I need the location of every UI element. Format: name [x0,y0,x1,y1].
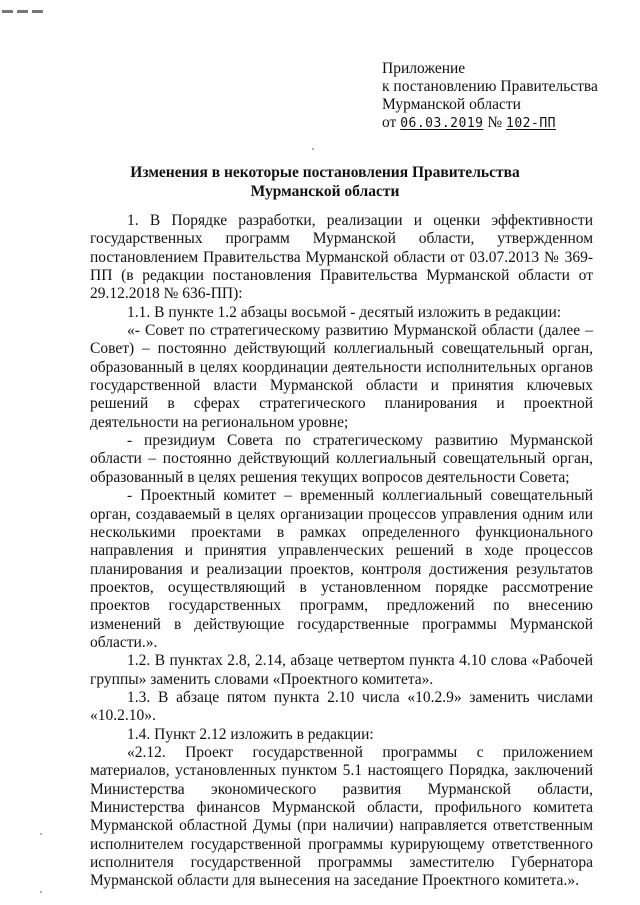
paragraph-project-committee: - Проектный комитет – временный коллегиальный совещательный орган, создаваемый в целях организации процессов управления одним или несколькими проектами в рамках определенного функционального направления и принятия управленческих решений в ходе процессов планирования и реализации проектов, контроля достижения результатов проектов, осуществляющий в установленном порядке рассмотрение проектов государственных программ, предложений по внесению изменений в действующие государственные программы Мурманской области.». [90,487,593,651]
title-line-1: Изменения в некоторые постановления Правительства [130,164,520,181]
paragraph-1-2: 1.2. В пунктах 2.8, 2.14, абзаце четвертом пункта 4.10 слова «Рабочей группы» заменить словами «Проектного комитета». [90,652,593,688]
document-body [90,212,593,891]
paragraph-1-4: 1.4. Пункт 2.12 изложить в редакции: [127,725,374,743]
scan-speck [312,148,314,150]
date-prefix: от [382,114,397,131]
scan-speck [40,833,42,835]
title-line-2: Мурманской области [250,183,400,200]
scan-speck [40,891,42,893]
paragraph-council: «- Совет по стратегическому развитию Мурманской области (далее – Совет) – постоянно действующий коллегиальный совещательный орган, образованный в целях координации деятельности исполнительных органов государственной власти Мурманской области и принятия ключевых решений в сферах стратегического планирования и проектной деятельности на региональном уровне; [90,322,593,431]
scan-edge-mark [2,0,48,4]
resolution-date: 06.03.2019 [400,116,484,131]
resolution-number: 102-ПП [506,116,556,131]
document-title [90,163,560,201]
paragraph-1-1: 1.1. В пункте 1.2 абзацы восьмой - десятый изложить в редакции: [127,303,562,321]
appendix-region: Мурманской области [382,96,521,113]
paragraph-presidium: - президиум Совета по стратегическому развитию Мурманской области – постоянно действующий коллегиальный совещательный орган, образованный в целях решения текущих вопросов деятельности Совета; [90,432,593,486]
appendix-header [382,60,632,133]
paragraph-1: 1. В Порядке разработки, реализации и оценки эффективности государственных программ Мурманской области, утвержденном постановлением Правительства Мурманской области от 03.07.2013 № 369-ПП (в редакции постановления Правительства Мурманской области от 29.12.2018 № 636-ПП): [90,212,593,303]
appendix-date-line [382,114,632,133]
appendix-resolution: к постановлению Правительства [382,78,598,95]
appendix-label: Приложение [382,60,466,77]
paragraph-1-3: 1.3. В абзаце пятом пункта 2.10 числа «10.2.9» заменить числами «10.2.10». [90,688,593,725]
paragraph-2-12: «2.12. Проект государственной программы с приложением материалов, установленных пунктом 5.1 настоящего Порядка, заключений Министерства экономического развития Мурманской области, Министерства финансов Мурманской области, профильного комитета Мурманской областной Думы (при наличии) направляется ответственным исполнителем государственной программы курирующему ответственного исполнителя государственной программы заместителю Губернатора Мурманской области для вынесения на заседание Проектного комитета.». [90,743,593,890]
number-prefix: № [487,114,503,131]
